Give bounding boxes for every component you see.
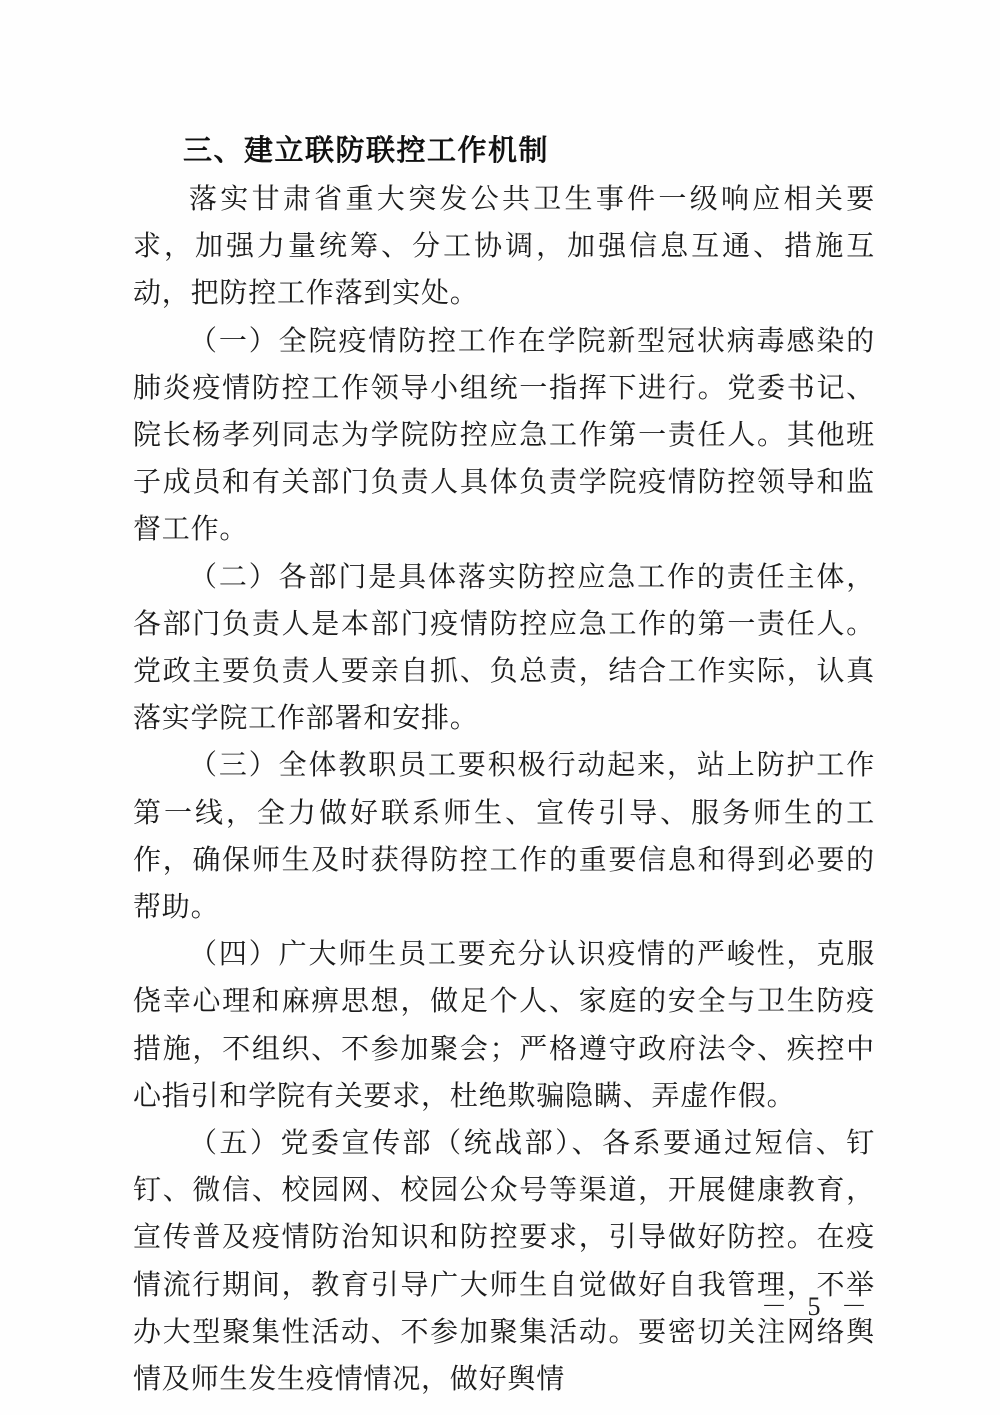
- paragraph-item-3: （三）全体教职员工要积极行动起来，站上防护工作第一线，全力做好联系师生、宣传引导、服务师生的工作，确保师生及时获得防控工作的重要信息和得到必要的帮助。: [133, 750, 875, 924]
- paragraph-item-2: （二）各部门是具体落实防控应急工作的责任主体，各部门负责人是本部门疫情防控应急工作的第一责任人。党政主要负责人要亲自抓、负总责，结合工作实际，认真落实学院工作部署和安排。: [133, 561, 875, 735]
- paragraph-item-4: （四）广大师生员工要充分认识疫情的严峻性，克服侥幸心理和麻痹思想，做足个人、家庭的安全与卫生防疫措施，不组织、不参加聚会；严格遵守政府法令、疾控中心指引和学院有关要求，杜绝欺骗隐瞒、弄虚作假。: [133, 939, 875, 1112]
- page-number: － 5 －: [760, 1292, 874, 1321]
- paragraph-item-5: （五）党委宣传部（统战部）、各系要通过短信、钉钉、微信、校园网、校园公众号等渠道，开展健康教育，宣传普及疫情防治知识和防控要求，引导做好防控。在疫情流行期间，教育引导广大师生自觉做好自我管理，不举办大型聚集性活动、不参加聚集活动。要密切关注网络舆情及师生发生疫情情况，做好舆情: [133, 1128, 875, 1396]
- paragraph-item-1: （一）全院疫情防控工作在学院新型冠状病毒感染的肺炎疫情防控工作领导小组统一指挥下进行。党委书记、院长杨孝列同志为学院防控应急工作第一责任人。其他班子成员和有关部门负责人具体负责学院疫情防控领导和监督工作。: [133, 325, 875, 546]
- paragraph-intro: 落实甘肃省重大突发公共卫生事件一级响应相关要求，加强力量统筹、分工协调，加强信息互通、措施互动，把防控工作落到实处。: [133, 184, 875, 310]
- document-body: [133, 128, 875, 1403]
- section-heading: 三、建立联防联控工作机制: [183, 135, 550, 167]
